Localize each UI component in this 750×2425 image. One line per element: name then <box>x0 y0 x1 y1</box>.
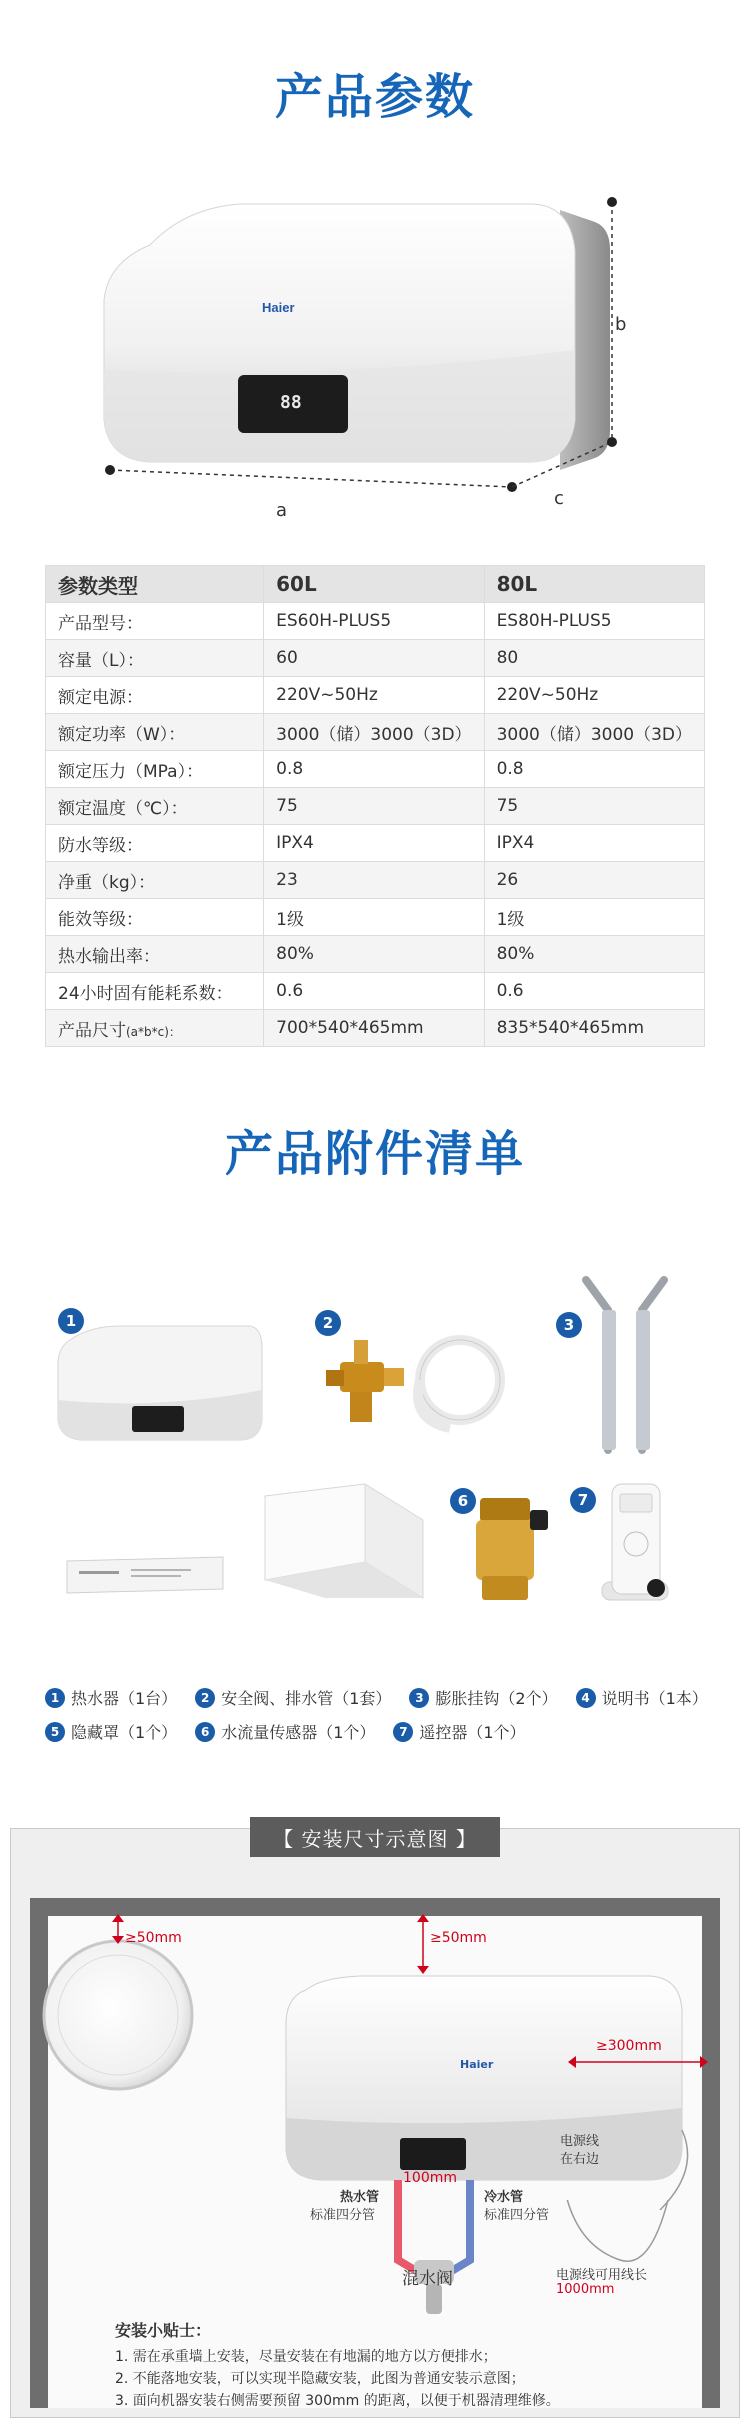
params-row <box>46 788 705 825</box>
params-row <box>46 862 705 899</box>
param-label-text: 容量（L）： <box>58 650 144 671</box>
params-table <box>45 565 705 1047</box>
param-label-note: (a*b*c)： <box>126 1024 181 1039</box>
dim-label-a: a <box>276 500 288 521</box>
param-value-60l: IPX4 <box>264 825 484 862</box>
power-line-label: 电源线 <box>560 2134 600 2149</box>
legend-number-badge: 5 <box>45 1722 65 1742</box>
legend-item <box>576 1686 708 1709</box>
param-value-60l: 0.8 <box>264 751 484 788</box>
hot-pipe-sub: 标准四分管 <box>310 2208 376 2223</box>
param-value-80l: 3000（储）3000（3D） <box>484 714 704 751</box>
param-label <box>46 640 264 677</box>
brand-logo: Haier <box>262 300 295 315</box>
param-value-60l: ES60H-PLUS5 <box>264 603 484 640</box>
param-label-text: 额定电源： <box>58 687 143 708</box>
param-label-text: 产品型号： <box>58 613 143 634</box>
param-label-text: 额定功率（W）： <box>58 724 186 745</box>
param-label <box>46 899 264 936</box>
header-cell: 参数类型 <box>46 566 264 603</box>
param-value-60l: 1级 <box>264 899 484 936</box>
accessory-badge: 6 <box>450 1488 476 1514</box>
dim-label-b: b <box>615 314 627 335</box>
params-row <box>46 973 705 1010</box>
param-label <box>46 936 264 973</box>
params-row <box>46 936 705 973</box>
param-label-text: 能效等级： <box>58 909 143 930</box>
param-label-text: 净重（kg）： <box>58 872 156 893</box>
power-length-value: 1000mm <box>556 2282 615 2297</box>
param-label <box>46 677 264 714</box>
param-label <box>46 862 264 899</box>
accessory-badge: 3 <box>556 1312 582 1338</box>
pipe-gap-label: 100mm <box>403 2170 457 2186</box>
gap-left-label: ≥50mm <box>125 1930 182 1946</box>
install-title: 【 安装尺寸示意图 】 <box>250 1817 500 1857</box>
param-value-60l: 0.6 <box>264 973 484 1010</box>
param-value-80l: ES80H-PLUS5 <box>484 603 704 640</box>
header-cell: 60L <box>264 566 484 603</box>
param-label-text: 产品尺寸 <box>58 1020 126 1041</box>
param-value-80l: 80% <box>484 936 704 973</box>
legend-number-badge: 4 <box>576 1688 596 1708</box>
legend-text: 安全阀、排水管（1套） <box>221 1689 392 1708</box>
param-value-80l: 835*540*465mm <box>484 1010 704 1047</box>
legend-number-badge: 1 <box>45 1688 65 1708</box>
param-value-80l: 80 <box>484 640 704 677</box>
dimension-lines <box>0 180 750 540</box>
accessory-manual-image <box>65 1555 225 1595</box>
params-row <box>46 714 705 751</box>
params-row <box>46 751 705 788</box>
legend-item <box>409 1686 557 1709</box>
params-row <box>46 640 705 677</box>
install-brand-logo: Haier <box>460 2058 494 2071</box>
legend-text: 说明书（1本） <box>601 1689 708 1708</box>
legend-number-badge: 7 <box>393 1722 413 1742</box>
power-length-label: 电源线可用线长 <box>556 2268 648 2283</box>
param-label-text: 24小时固有能耗系数： <box>58 983 233 1004</box>
param-label-text: 防水等级： <box>58 835 143 856</box>
params-row <box>46 1010 705 1047</box>
cold-pipe-sub: 标准四分管 <box>484 2208 550 2223</box>
param-label <box>46 825 264 862</box>
power-side-label: 在右边 <box>560 2152 600 2167</box>
param-value-80l: 1级 <box>484 899 704 936</box>
params-header-row <box>46 566 705 603</box>
accessory-badge: 7 <box>570 1487 596 1513</box>
tips-title: 安装小贴士： <box>115 2321 212 2340</box>
accessories-title: 产品附件清单 <box>224 1126 525 1182</box>
cold-pipe-label: 冷水管 <box>484 2190 524 2205</box>
param-value-60l: 80% <box>264 936 484 973</box>
params-row <box>46 677 705 714</box>
display-readout: 88 <box>280 392 302 413</box>
header-cell: 80L <box>484 566 704 603</box>
param-value-60l: 75 <box>264 788 484 825</box>
param-value-80l: IPX4 <box>484 825 704 862</box>
accessory-badge: 2 <box>315 1310 341 1336</box>
param-value-60l: 3000（储）3000（3D） <box>264 714 484 751</box>
legend-number-badge: 2 <box>195 1688 215 1708</box>
legend-text: 热水器（1台） <box>71 1689 178 1708</box>
legend-text: 膨胀挂钩（2个） <box>435 1689 558 1708</box>
param-value-80l: 26 <box>484 862 704 899</box>
legend-item <box>45 1686 177 1709</box>
legend-text: 遥控器（1个） <box>419 1723 526 1742</box>
param-label <box>46 788 264 825</box>
legend-number-badge: 6 <box>195 1722 215 1742</box>
dim-label-c: c <box>554 488 564 509</box>
param-label <box>46 973 264 1010</box>
param-value-60l: 220V~50Hz <box>264 677 484 714</box>
accessory-heater-image <box>50 1320 270 1450</box>
install-tips <box>115 2320 560 2412</box>
accessory-valve-hose-image <box>320 1310 520 1450</box>
tip-line: 1. 需在承重墙上安装，尽量安装在有地漏的地方以方便排水； <box>115 2349 497 2365</box>
params-row <box>46 899 705 936</box>
legend-item <box>393 1720 525 1743</box>
params-row <box>46 825 705 862</box>
params-row <box>46 603 705 640</box>
param-value-60l: 60 <box>264 640 484 677</box>
accessory-legend-row-1 <box>45 1686 722 1709</box>
accessory-hooks-image <box>580 1270 670 1460</box>
mixer-valve-label: 混水阀 <box>402 2269 453 2289</box>
tip-line: 3. 面向机器安装右侧需要预留 300mm 的距离，以便于机器清理维修。 <box>115 2393 560 2409</box>
gap-top-label: ≥50mm <box>430 1930 487 1946</box>
param-value-60l: 700*540*465mm <box>264 1010 484 1047</box>
param-label <box>46 603 264 640</box>
legend-item <box>195 1720 375 1743</box>
legend-item <box>45 1720 177 1743</box>
param-label-text: 额定温度（℃）： <box>58 798 188 819</box>
tip-line: 2. 不能落地安装，可以实现半隐藏安装，此图为普通安装示意图； <box>115 2371 525 2387</box>
param-value-80l: 220V~50Hz <box>484 677 704 714</box>
param-value-80l: 0.8 <box>484 751 704 788</box>
param-label-text: 额定压力（MPa）： <box>58 761 204 782</box>
legend-text: 水流量传感器（1个） <box>221 1723 376 1742</box>
param-label <box>46 714 264 751</box>
legend-number-badge: 3 <box>409 1688 429 1708</box>
legend-text: 隐藏罩（1个） <box>71 1723 178 1742</box>
accessory-cover-image <box>255 1480 430 1600</box>
gap-right-label: ≥300mm <box>596 2038 662 2054</box>
hot-pipe-label: 热水管 <box>340 2190 380 2205</box>
param-value-80l: 0.6 <box>484 973 704 1010</box>
param-label <box>46 1010 264 1047</box>
params-title: 产品参数 <box>274 69 475 125</box>
accessory-badge: 1 <box>58 1308 84 1334</box>
param-value-80l: 75 <box>484 788 704 825</box>
accessory-remote-image <box>590 1478 680 1608</box>
legend-item <box>195 1686 391 1709</box>
param-value-60l: 23 <box>264 862 484 899</box>
accessory-legend-row-2 <box>45 1720 540 1743</box>
param-label-text: 热水输出率： <box>58 946 160 967</box>
param-label <box>46 751 264 788</box>
